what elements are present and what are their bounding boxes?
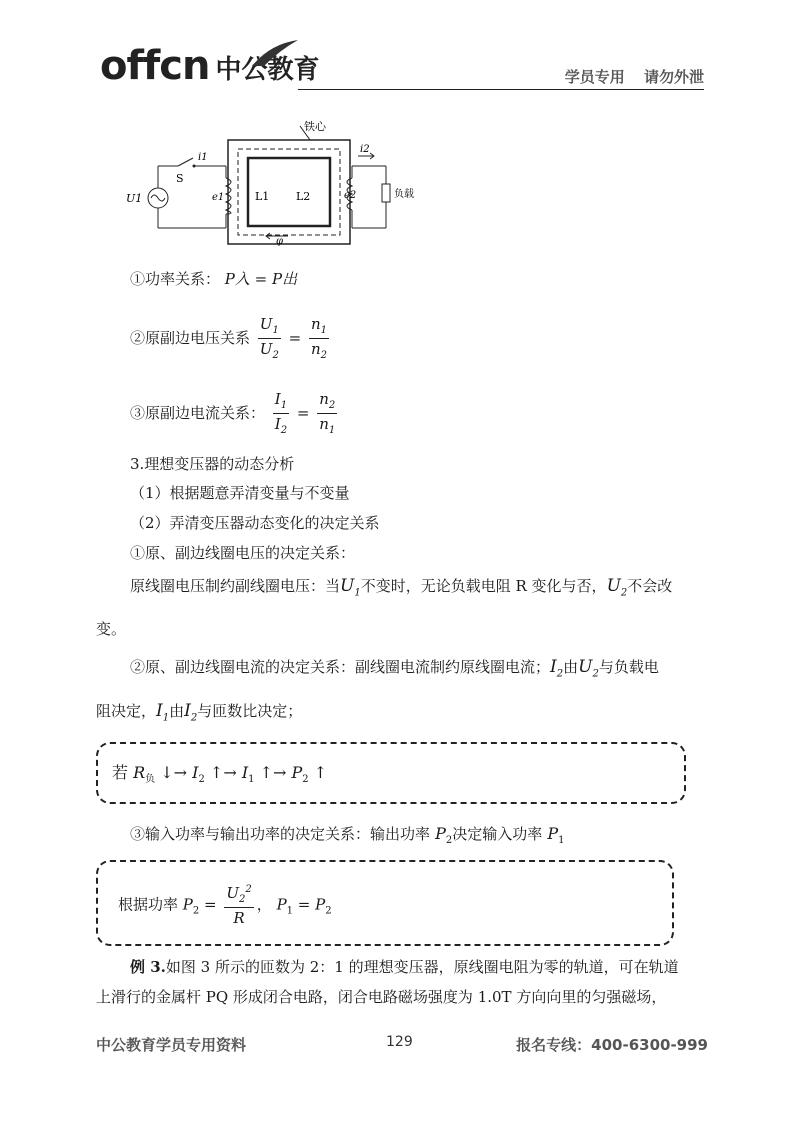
voltage-decision-heading: ①原、副边线圈电压的决定关系： xyxy=(130,544,356,562)
voltage-relation: ②原副边电压关系 $\frac{U_1}{U_2}$ = $\frac{n_1}{n_2}$ xyxy=(130,315,327,361)
logo-cn-text: 中公教育 xyxy=(215,55,320,85)
i2-label: i2 xyxy=(360,144,370,155)
text-segment: 阻决定， xyxy=(96,702,157,720)
current-decision-text-cont: 阻决定，$I_1$由$I_2$与匝数比决定； xyxy=(96,701,303,724)
voltage-decision-text: 原线圈电压制约副线圈电压：当$U_1$不变时，无论负载电阻 R 变化与否，$U_2$不会改 xyxy=(130,576,673,599)
page-number: 129 xyxy=(386,1034,413,1050)
text-segment: 不会改 xyxy=(627,577,673,595)
chain-reaction-formula: 若 $R_负$ ↓→ $I_2$ ↑→ $I_1$ ↑→ $P_2$ ↑ xyxy=(112,763,328,786)
flux-label: φ xyxy=(276,236,284,247)
power-relation-label: ①功率关系： xyxy=(130,270,221,288)
fraction-u2sq-r: $\frac{U_2^2}{R}$ xyxy=(226,884,252,927)
transformer-diagram xyxy=(118,118,428,252)
text-segment: 与匝数比决定； xyxy=(197,702,303,720)
current-relation: ③原副边电流关系： $\frac{I_1}{I_2}$ = $\frac{n_2}{n_1}$ xyxy=(130,390,336,436)
logo-text: offcn xyxy=(100,43,210,89)
header-tag-no-leak: 请勿外泄 xyxy=(643,68,704,86)
text-segment: 若 xyxy=(112,763,129,782)
section-3-item-2: （2）弄清变压器动态变化的决定关系 xyxy=(130,514,380,532)
current-decision-text: ②原、副边线圈电流的决定关系：副线圈电流制约原线圈电流；$I_2$由$U_2$与负载电 xyxy=(130,657,659,680)
L1-label: L1 xyxy=(255,190,270,203)
example-3-line2: 上滑行的金属杆 PQ 形成闭合电路，闭合电路磁场强度为 1.0T 方向向里的匀强磁场， xyxy=(96,988,667,1006)
voltage-relation-label: ②原副边电压关系 xyxy=(130,329,251,347)
fraction-i1-i2: $\frac{I_1}{I_2}$ xyxy=(274,390,288,436)
fraction-n1-n2: $\frac{n_1}{n_2}$ xyxy=(310,315,327,361)
logo-swoosh-icon xyxy=(250,38,300,68)
power-formula: 根据功率 $P_2$ = $\frac{U_2^2}{R}$ ， $P_1 = P_2$ xyxy=(118,884,332,927)
i1-label: i1 xyxy=(198,152,208,163)
power-relation xyxy=(130,272,297,287)
text-segment: 根据功率 xyxy=(118,895,179,914)
L2-label: L2 xyxy=(296,190,311,203)
example-3-line1 xyxy=(130,960,679,975)
text-segment: 决定输入功率 xyxy=(452,825,543,843)
text-segment: ③输入功率与输出功率的决定关系：输出功率 xyxy=(130,825,431,843)
footer-left: 中公教育学员专用资料 xyxy=(96,1036,247,1054)
text-segment: 不变时，无论负载电阻 R 变化与否， xyxy=(360,577,607,595)
source-label: U1 xyxy=(126,192,143,205)
text-segment: 如图 3 所示的匝数为 2：1 的理想变压器，原线圈电阻为零的轨道，可在轨道 xyxy=(165,958,679,976)
text-segment: 原线圈电压制约副线圈电压：当 xyxy=(130,577,341,595)
fraction-n2-n1: $\frac{n_2}{n_1}$ xyxy=(319,390,336,436)
text-segment: 由 xyxy=(563,658,579,676)
example-label: 例 3. xyxy=(130,958,166,976)
switch-label: S xyxy=(176,172,184,185)
power-decision-text: ③输入功率与输出功率的决定关系：输出功率 $P_2$决定输入功率 $P_1$ xyxy=(130,824,565,846)
text-segment: 与负载电 xyxy=(598,658,659,676)
load-label: 负载 xyxy=(394,189,414,200)
offcn-logo xyxy=(100,43,320,89)
e1-label: e1 xyxy=(212,192,225,203)
footer-right: 报名专线：400-6300-999 xyxy=(516,1036,708,1054)
text-segment: 由 xyxy=(169,702,185,720)
current-relation-label: ③原副边电流关系： xyxy=(130,404,266,422)
e2-label: e2 xyxy=(344,190,357,201)
power-relation-formula: P入 = P出 xyxy=(224,270,298,288)
header-tags xyxy=(551,66,704,87)
text-segment: ②原、副边线圈电流的决定关系：副线圈电流制约原线圈电流； xyxy=(130,658,551,676)
section-3-title: 3.理想变压器的动态分析 xyxy=(130,455,295,473)
section-3-item-1: （1）根据题意弄清变量与不变量 xyxy=(130,484,350,502)
header-tag-students-only: 学员专用 xyxy=(564,68,625,86)
voltage-decision-text-cont: 变。 xyxy=(96,620,127,638)
header-rule xyxy=(298,89,704,90)
core-label: 铁心 xyxy=(304,120,326,133)
fraction-u1-u2: $\frac{U_1}{U_2}$ xyxy=(259,315,279,361)
